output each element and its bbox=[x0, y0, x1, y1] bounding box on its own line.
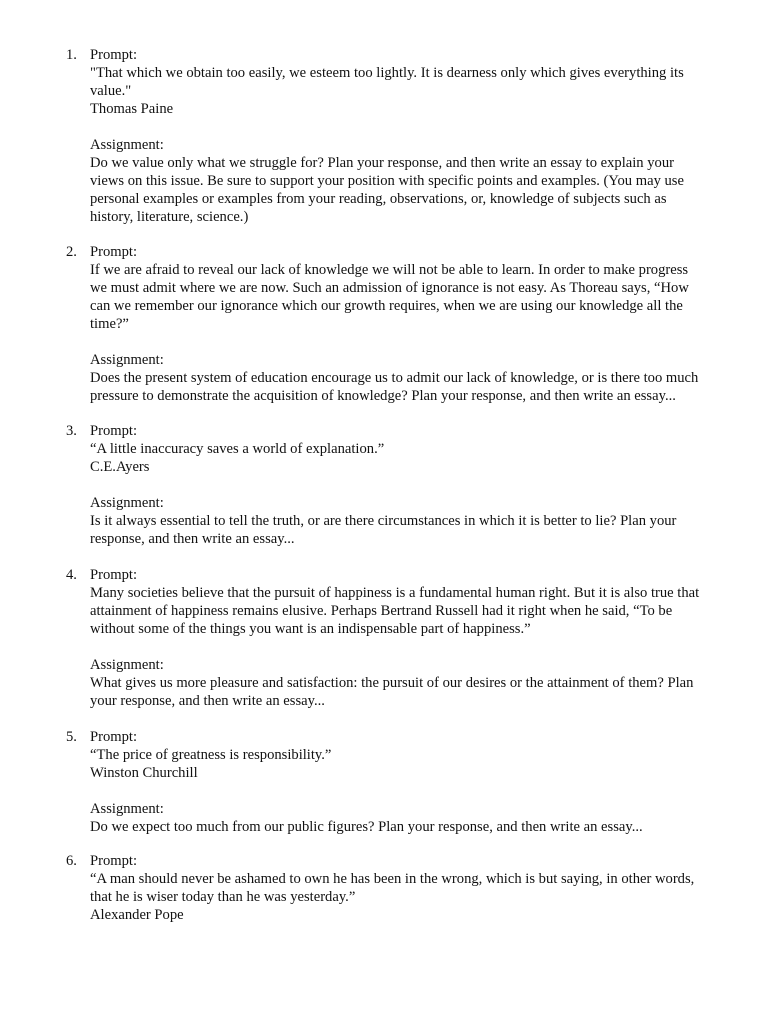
prompt-text-line: Many societies believe that the pursuit of happiness is a fundamental human right. But it is also true that bbox=[90, 585, 700, 601]
item-body bbox=[90, 422, 726, 548]
item-body bbox=[90, 46, 726, 226]
prompt-text-line: that he is wiser today than he was yesterday.” bbox=[90, 889, 356, 905]
item-body bbox=[90, 566, 726, 710]
quote-attribution: Thomas Paine bbox=[90, 101, 174, 117]
prompt-label: Prompt: bbox=[90, 47, 138, 63]
spacer bbox=[90, 476, 726, 494]
prompt-label: Prompt: bbox=[90, 853, 138, 869]
item-number: 3. bbox=[66, 423, 77, 439]
prompt-label: Prompt: bbox=[90, 567, 138, 583]
assignment-label: Assignment: bbox=[90, 495, 164, 511]
assignment-label: Assignment: bbox=[90, 352, 164, 368]
prompt-text-line: attainment of happiness remains elusive. Perhaps Bertrand Russell had it right when he said, “To be bbox=[90, 603, 673, 619]
quote-attribution: Winston Churchill bbox=[90, 765, 198, 781]
assignment-text-line: Do we expect too much from our public figures? Plan your response, and then write an essay... bbox=[90, 819, 643, 835]
assignment-label: Assignment: bbox=[90, 137, 164, 153]
assignment-text-line: pressure to demonstrate the acquisition of knowledge? Plan your response, and then write an essay... bbox=[90, 388, 676, 404]
item-body bbox=[90, 728, 726, 836]
assignment-label: Assignment: bbox=[90, 657, 164, 673]
prompt-text-line: we must admit where we are now. Such an admission of ignorance is not easy. As Thoreau says, “How bbox=[90, 280, 689, 296]
assignment-text-line: response, and then write an essay... bbox=[90, 531, 295, 547]
prompt-text-line: time?” bbox=[90, 316, 129, 332]
prompt-text-line: “A man should never be ashamed to own he has been in the wrong, which is but saying, in other words, bbox=[90, 871, 695, 887]
item-number: 5. bbox=[66, 729, 77, 745]
prompt-text-line: "That which we obtain too easily, we esteem too lightly. It is dearness only which gives everything its bbox=[90, 65, 684, 81]
assignment-text-line: Does the present system of education encourage us to admit our lack of knowledge, or is there too much bbox=[90, 370, 699, 386]
item-number: 1. bbox=[66, 47, 77, 63]
prompt-text-line: value." bbox=[90, 83, 132, 99]
spacer bbox=[90, 638, 726, 656]
assignment-text-line: views on this issue. Be sure to support your position with specific points and examples. (You may use bbox=[90, 173, 684, 189]
assignment-text-line: your response, and then write an essay... bbox=[90, 693, 325, 709]
prompt-label: Prompt: bbox=[90, 423, 138, 439]
assignment-label: Assignment: bbox=[90, 801, 164, 817]
prompt-text-line: If we are afraid to reveal our lack of knowledge we will not be able to learn. In order to make progress bbox=[90, 262, 689, 278]
assignment-text-line: personal examples or examples from your reading, observations, or, knowledge of subjects such as bbox=[90, 191, 667, 207]
quote-attribution: C.E.Ayers bbox=[90, 459, 150, 475]
quote-attribution: Alexander Pope bbox=[90, 907, 184, 923]
assignment-text-line: What gives us more pleasure and satisfaction: the pursuit of our desires or the attainment of them? Plan bbox=[90, 675, 694, 691]
item-number: 4. bbox=[66, 567, 77, 583]
item-body bbox=[90, 243, 726, 405]
prompt-text-line: “The price of greatness is responsibility.” bbox=[90, 747, 332, 763]
assignment-text-line: history, literature, science.) bbox=[90, 209, 249, 225]
prompt-label: Prompt: bbox=[90, 729, 138, 745]
item-body bbox=[90, 852, 726, 924]
item-number: 2. bbox=[66, 244, 77, 260]
assignment-text-line: Do we value only what we struggle for? Plan your response, and then write an essay to explain your bbox=[90, 155, 674, 171]
prompt-label: Prompt: bbox=[90, 244, 138, 260]
spacer bbox=[90, 782, 726, 800]
prompt-text-line: without some of the things you want is an indispensable part of happiness.” bbox=[90, 621, 531, 637]
spacer bbox=[90, 118, 726, 136]
spacer bbox=[90, 333, 726, 351]
prompt-text-line: “A little inaccuracy saves a world of explanation.” bbox=[90, 441, 385, 457]
prompt-text-line: can we remember our ignorance which our growth requires, when we are using our knowledge all the bbox=[90, 298, 683, 314]
item-number: 6. bbox=[66, 853, 77, 869]
assignment-text-line: Is it always essential to tell the truth, or are there circumstances in which it is better to lie? Plan your bbox=[90, 513, 677, 529]
